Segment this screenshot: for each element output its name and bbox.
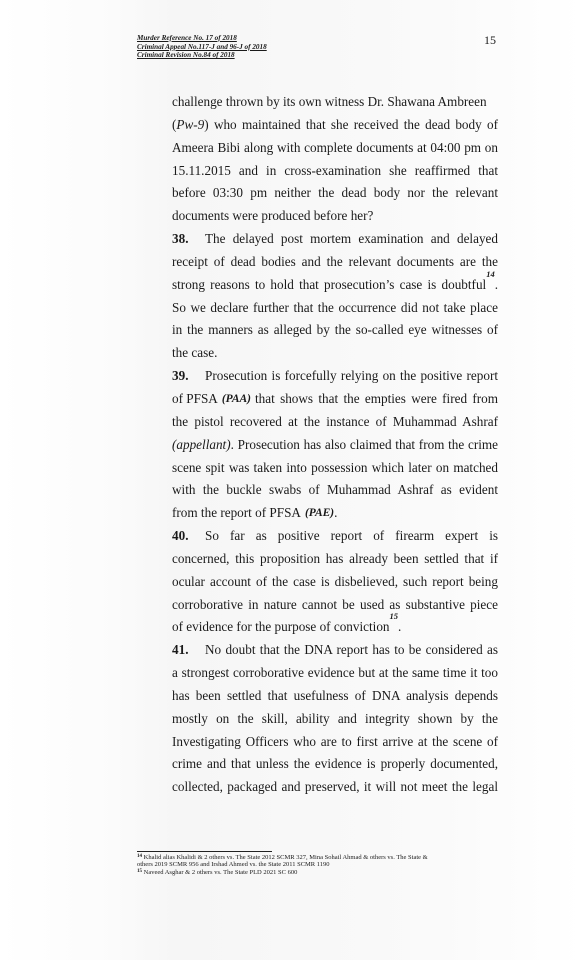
text-span: . Prosecution has also claimed that from the crime [230, 436, 498, 452]
paragraph-number: 41. [172, 642, 189, 658]
text-span: scene spit was taken into possession which later on matched [172, 459, 498, 475]
text-span: So far as positive report of firearm expert is [205, 528, 498, 544]
footnotes [137, 854, 502, 876]
text-line [172, 411, 498, 434]
text-span: The delayed post mortem examination and delayed [205, 231, 498, 247]
text-line [172, 182, 498, 205]
footnote-14-continued [137, 861, 502, 868]
text-span: ocular account of the case is disbelieved, such report being [172, 573, 498, 589]
text-line [172, 753, 498, 776]
party-ref: (appellant) [172, 436, 231, 452]
text-span: concerned, this proposition has already been settled that if [172, 550, 498, 566]
paragraph-38 [172, 228, 498, 251]
paragraph-number: 38. [172, 231, 189, 247]
text-span: crime and that unless the evidence is properly documented, [172, 756, 498, 772]
paragraph-number: 39. [172, 368, 189, 384]
text-span: mostly on the skill, ability and integrity shown by the [172, 710, 498, 726]
text-span: the pistol recovered at the instance of Muhammad Ashraf [172, 413, 498, 429]
text-line [172, 731, 498, 754]
text-span: Ameera Bibi along with complete documents at 04:00 pm on [172, 139, 498, 155]
text-span: Prosecution is forcefully relying on the positive report [205, 368, 498, 384]
body-text [172, 91, 498, 799]
text-line [172, 708, 498, 731]
text-line [172, 319, 498, 342]
text-line [172, 251, 498, 274]
text-line [172, 457, 498, 480]
text-line [172, 268, 498, 297]
text-span: strong reasons to hold that prosecution’s case is doubtful [172, 276, 487, 292]
text-span: . [494, 276, 498, 292]
header-criminal-appeal: Criminal Appeal No.117-J and 96-J of 2018 [137, 42, 267, 51]
text-line [172, 137, 498, 160]
footnote-ref-14[interactable]: 14 [486, 268, 495, 279]
footnote-15 [137, 869, 502, 876]
text-line [172, 342, 498, 365]
footnote-text: Khalid alias Khalidi & 2 others vs. The State 2012 SCMR 327, Mina Sohail Ahmad & others vs. The State & [143, 854, 428, 861]
text-span: that shows that the empties were fired from [254, 390, 498, 406]
text-line [172, 91, 498, 114]
text-line [172, 571, 498, 594]
text-line [172, 160, 498, 183]
text-span: collected, packaged and preserved, it will not meet the legal [172, 779, 498, 795]
footnote-14 [137, 854, 502, 861]
footnote-ref-15[interactable]: 15 [389, 611, 399, 622]
exhibit-ref: (PAA) [221, 392, 251, 405]
text-span: Investigating Officers who are to first arrive at the scene of [172, 733, 498, 749]
footnote-divider [137, 851, 272, 852]
text-line [172, 611, 498, 639]
text-span: before 03:30 pm neither the dead body nor the relevant [172, 185, 498, 201]
text-span: receipt of dead bodies and the relevant documents are the [172, 253, 498, 269]
text-line [172, 662, 498, 685]
text-line [172, 297, 498, 320]
header-murder-reference: Murder Reference No. 17 of 2018 [137, 34, 237, 42]
paragraph-41 [172, 639, 498, 662]
text-line [172, 776, 498, 799]
text-span: 15.11.2015 and in cross-examination she reaffirmed that [172, 162, 498, 178]
text-span: . [398, 619, 402, 635]
header-criminal-revision: Criminal Revision No.84 of 2018 [137, 51, 235, 60]
text-span: challenge thrown by its own witness Dr. Shawana Ambreen [172, 94, 487, 109]
text-span: the case. [172, 345, 218, 361]
text-span: with the buckle swabs of Muhammad Ashraf as evident [172, 482, 498, 498]
text-span: . [334, 505, 338, 521]
text-span: has been settled that usefulness of DNA analysis depends [172, 687, 498, 703]
footnote-number: 14 [137, 854, 142, 859]
text-span: ( [172, 116, 177, 132]
text-line [172, 685, 498, 708]
text-span: ) who maintained that she received the dead body of [204, 116, 498, 132]
footnote-text: Naveed Asghar & 2 others vs. The State PLD 2021 SC 600 [143, 868, 298, 876]
exhibit-ref: (PAE) [304, 507, 335, 520]
text-span: of PFSA [172, 390, 218, 406]
text-line [172, 479, 498, 502]
paragraph-number: 40. [172, 528, 189, 544]
text-span: No doubt that the DNA report has to be considered as [205, 642, 498, 658]
witness-ref: Pw-9 [176, 116, 205, 132]
text-line [172, 205, 498, 228]
paragraph-40 [172, 525, 498, 548]
text-span: a strongest corroborative evidence but at the same time it too [172, 665, 498, 681]
paragraph-39 [172, 365, 498, 388]
case-header [137, 34, 267, 60]
text-span: of evidence for the purpose of conviction [172, 619, 390, 635]
text-line [172, 388, 498, 411]
text-line [172, 114, 498, 137]
footnote-number: 15 [137, 868, 142, 874]
text-line [172, 548, 498, 571]
text-span: corroborative in nature cannot be used as substantive piece [172, 596, 498, 612]
text-span: from the report of PFSA [172, 505, 301, 521]
text-line [172, 594, 498, 617]
text-span: documents were produced before her? [172, 208, 374, 224]
text-span: So we declare further that the occurrence did not take place [172, 299, 498, 315]
page-number: 15 [484, 33, 496, 47]
text-span: in the manners as alleged by the so-called eye witnesses of [172, 322, 498, 338]
text-line [172, 434, 498, 457]
footnote-text: others 2019 SCMR 956 and Irshad Ahmed vs. the State 2011 SCMR 1190 [137, 861, 330, 869]
text-line [172, 502, 498, 525]
